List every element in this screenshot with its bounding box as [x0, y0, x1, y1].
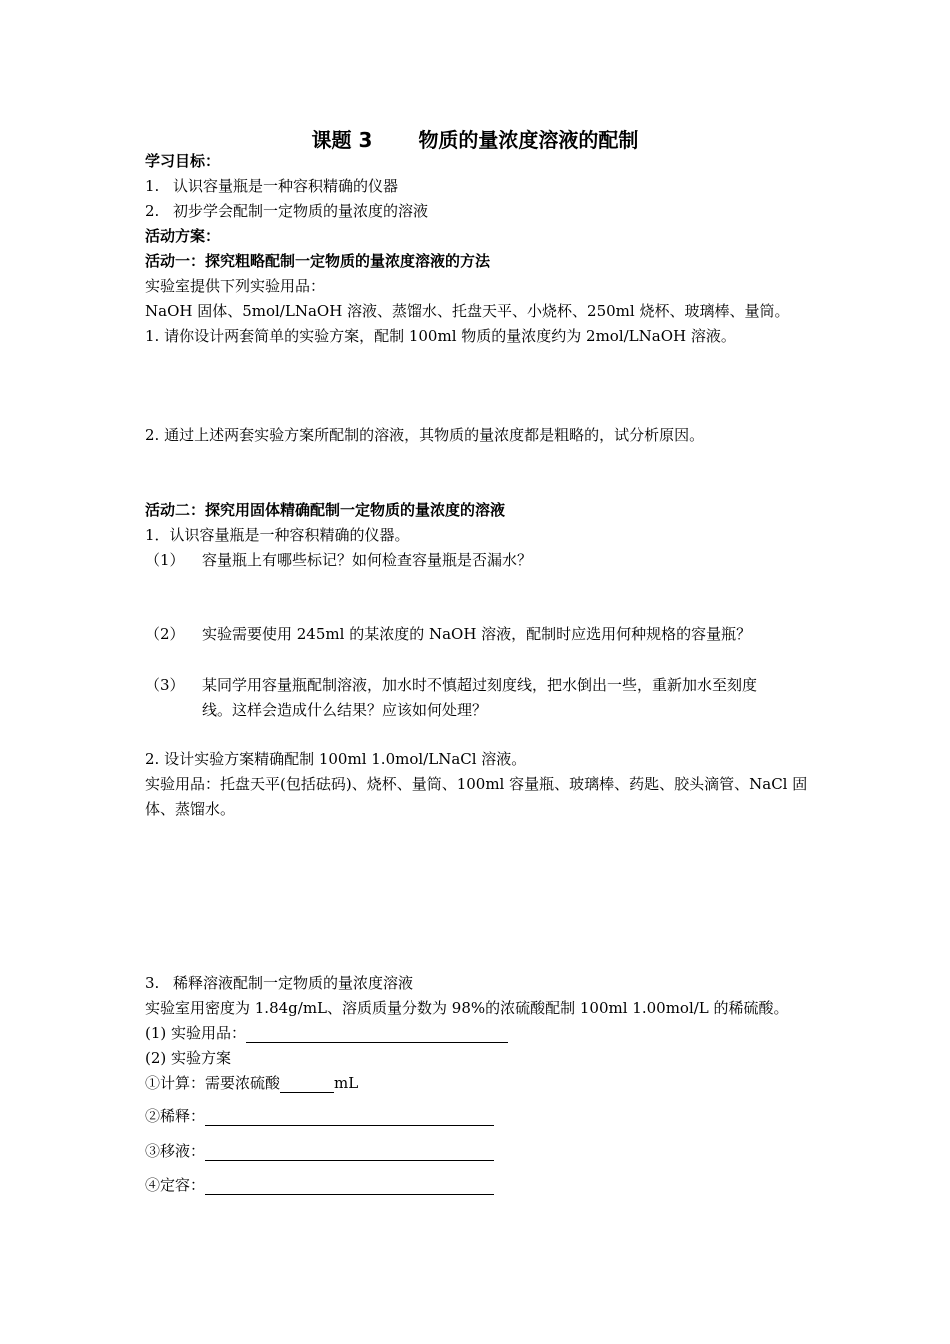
section-text: 稀释溶液配制一定物质的量浓度溶液 — [173, 974, 414, 992]
title-part-2: 物质的量浓度溶液的配制 — [418, 128, 639, 152]
fix-volume-blank[interactable] — [205, 1178, 494, 1195]
activity2-section-2-materials-cont: 体、蒸馏水。 — [145, 800, 236, 818]
step-label: ①计算：需要浓硫酸 — [145, 1074, 281, 1092]
goal-num: 2. — [145, 202, 160, 220]
activity2-sub-3 — [145, 675, 757, 695]
sub-num: （1） — [145, 551, 185, 569]
sub-text: 容量瓶上有哪些标记？如何检查容量瓶是否漏水？ — [202, 551, 533, 569]
activity2-section-3-desc: 实验室用密度为 1.84g/mL、溶质质量分数为 98%的浓硫酸配制 100ml 1.00mol/L 的稀硫酸。 — [145, 999, 789, 1017]
dilute-blank[interactable] — [205, 1109, 494, 1126]
materials-line — [145, 1023, 508, 1043]
activity1-heading: 活动一：探究粗略配制一定物质的量浓度溶液的方法 — [145, 252, 491, 270]
goal-text: 初步学会配制一定物质的量浓度的溶液 — [173, 202, 429, 220]
step-calc — [145, 1073, 358, 1093]
activity1-question-1: 1. 请你设计两套简单的实验方案，配制 100ml 物质的量浓度约为 2mol/LNaOH 溶液。 — [145, 327, 736, 345]
goal-num: 1. — [145, 177, 160, 195]
activity1-materials: NaOH 固体、5mol/LNaOH 溶液、蒸馏水、托盘天平、小烧杯、250ml 烧杯、玻璃棒、量筒。 — [145, 302, 790, 320]
activity1-question-2: 2. 通过上述两套实验方案所配制的溶液，其物质的量浓度都是粗略的，试分析原因。 — [145, 426, 705, 444]
step-unit: mL — [334, 1074, 359, 1092]
calc-blank[interactable] — [280, 1076, 334, 1093]
activity2-heading: 活动二：探究用固体精确配制一定物质的量浓度的溶液 — [145, 501, 506, 519]
materials-blank[interactable] — [246, 1026, 508, 1043]
step-label: ④定容： — [145, 1176, 206, 1194]
goal-item-2 — [145, 201, 428, 221]
sub-num: （3） — [145, 676, 185, 694]
sub-text: 某同学用容量瓶配制溶液，加水时不慎超过刻度线，把水倒出一些，重新加水至刻度 — [202, 676, 758, 694]
step-dilute — [145, 1106, 494, 1126]
activity2-sub-1 — [145, 550, 532, 570]
activity2-sub-2 — [145, 624, 751, 644]
activity2-section-3 — [145, 973, 413, 993]
activity2-section-2: 2. 设计实验方案精确配制 100ml 1.0mol/LNaCl 溶液。 — [145, 750, 527, 768]
page-title — [0, 124, 950, 153]
goal-text: 认识容量瓶是一种容积精确的仪器 — [173, 177, 399, 195]
sub-num: （2） — [145, 625, 185, 643]
sub-text: 实验需要使用 245ml 的某浓度的 NaOH 溶液，配制时应选用何种规格的容量瓶？ — [202, 625, 752, 643]
title-part-1: 课题 3 — [311, 128, 373, 152]
activity1-intro: 实验室提供下列实验用品： — [145, 277, 326, 295]
step-fix-volume — [145, 1175, 494, 1195]
materials-label: (1) 实验用品： — [145, 1024, 247, 1042]
goal-item-1 — [145, 176, 398, 196]
activity2-section-2-materials: 实验用品：托盘天平(包括砝码)、烧杯、量筒、100ml 容量瓶、玻璃棒、药匙、胶头滴管、NaCl 固 — [145, 775, 808, 793]
section-num: 3. — [145, 974, 160, 992]
transfer-blank[interactable] — [205, 1144, 494, 1161]
step-transfer — [145, 1141, 494, 1161]
step-label: ③移液： — [145, 1142, 206, 1160]
activity2-sub-3-cont: 线。这样会造成什么结果？应该如何处理？ — [202, 701, 488, 719]
step-label: ②稀释： — [145, 1107, 206, 1125]
plan-heading: 活动方案： — [145, 227, 221, 245]
plan-subheading: (2) 实验方案 — [145, 1049, 232, 1067]
goals-heading: 学习目标： — [145, 152, 221, 170]
activity2-section-1: 1．认识容量瓶是一种容积精确的仪器。 — [145, 526, 410, 544]
